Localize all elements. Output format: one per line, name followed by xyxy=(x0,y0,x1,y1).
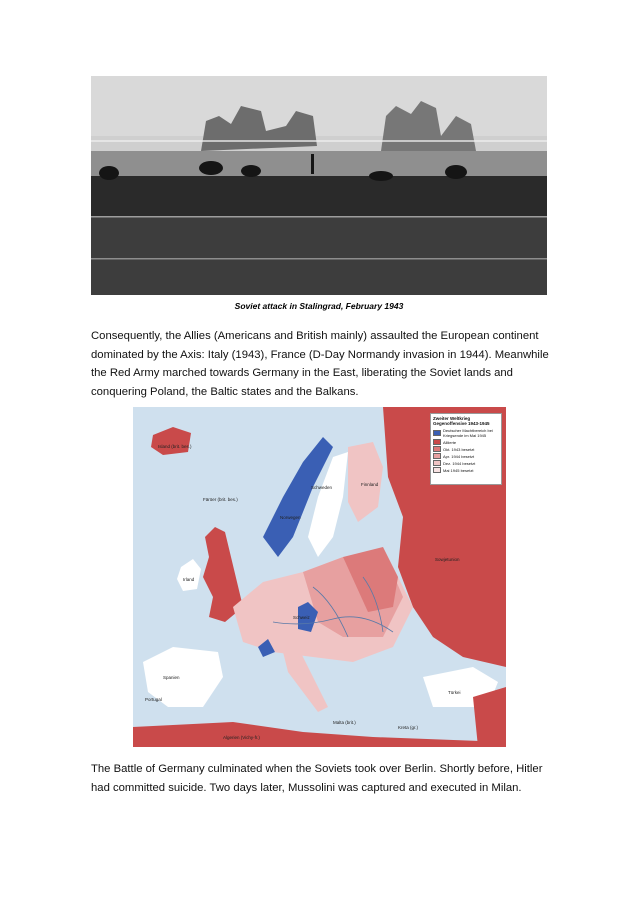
text-line: dominated by the Axis: Italy (1943), France (D-Day Normandy invasion in 1944). Meanwhile xyxy=(91,348,549,361)
text-line: the Red Army marched towards Germany in the East, liberating the Soviet lands and xyxy=(91,367,513,379)
map-label-island: Island (brit. bes.) xyxy=(158,444,192,449)
map-label-tuerkei: Türkei xyxy=(448,690,461,695)
text-line: Consequently, the Allies (Americans and British mainly) assaulted the European continent xyxy=(91,330,539,342)
stalingrad-photo xyxy=(91,76,547,295)
paragraph-battle-of-germany xyxy=(91,760,551,797)
map-label-kreta: Kreta (gr.) xyxy=(398,725,419,730)
map-label-finnland: Finnland xyxy=(361,482,379,487)
legend-swatch xyxy=(433,439,441,445)
legend-label: Okt. 1943 besetzt xyxy=(443,446,475,452)
legend-swatch xyxy=(433,453,441,459)
text-line: had committed suicide. Two days later, Mussolini was captured and executed in Milan. xyxy=(91,781,522,794)
legend-item xyxy=(433,428,499,438)
legend-label: Deutscher Machtbereich bei Kriegsende im Mai 1945 xyxy=(443,428,493,438)
paragraph-allied-assault xyxy=(91,327,551,401)
legend-item xyxy=(433,439,499,445)
legend-title: Zweiter Weltkrieg Gegenoffensive 1943-1945 xyxy=(433,416,490,426)
text-line: conquering Poland, the Baltic states and the Balkans. xyxy=(91,385,359,398)
map-label-malta: Malta (brit.) xyxy=(333,720,356,725)
legend-item xyxy=(433,446,499,452)
photo-caption: Soviet attack in Stalingrad, February 1943 xyxy=(234,301,404,311)
legend-label: Mai 1945 besetzt xyxy=(443,467,474,473)
legend-label: Dez. 1944 besetzt xyxy=(443,460,476,466)
map-label-faerer: Färöer (brit. bes.) xyxy=(203,497,238,502)
photo-illustration xyxy=(91,76,547,295)
legend-label: Alliierte xyxy=(443,439,457,445)
map-label-schweiz: Schweiz xyxy=(293,615,310,620)
europe-counteroffensive-map xyxy=(133,407,506,747)
legend-item xyxy=(433,453,499,459)
map-label-algerien: Algerien (Vichy-fr.) xyxy=(223,735,260,740)
legend-item xyxy=(433,467,499,473)
map-label-spanien: Spanien xyxy=(163,675,180,680)
text-line: The Battle of Germany culminated when the Soviets took over Berlin. Shortly before, Hitler xyxy=(91,763,543,775)
legend-label: Apr. 1944 besetzt xyxy=(443,453,475,459)
legend-swatch xyxy=(433,430,441,436)
legend-swatch xyxy=(433,460,441,466)
map-label-sowjetunion: Sowjetunion xyxy=(435,557,460,562)
legend-swatch xyxy=(433,446,441,452)
map-label-norwegen: Norwegen xyxy=(280,515,301,520)
map-label-schweden: Schweden xyxy=(311,485,333,490)
map-label-portugal: Portugal xyxy=(145,697,162,702)
map-label-irland: Irland xyxy=(183,577,195,582)
legend-item xyxy=(433,460,499,466)
map-legend xyxy=(430,413,502,485)
legend-swatch xyxy=(433,467,441,473)
